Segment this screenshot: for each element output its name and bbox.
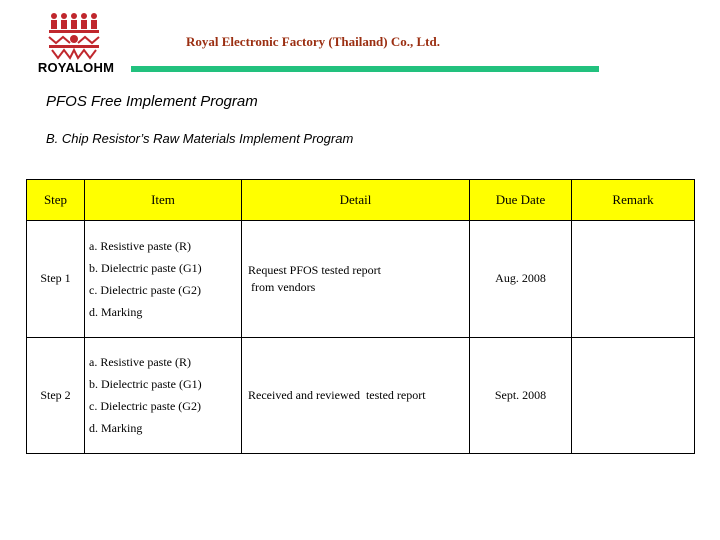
detail-line: Received and reviewed tested report	[248, 387, 426, 402]
table-row	[27, 337, 695, 454]
company-logo	[18, 10, 134, 78]
list-item: a. Resistive paste (R)	[89, 355, 191, 370]
items-cell	[85, 221, 242, 338]
list-item: c. Dielectric paste (G2)	[89, 399, 201, 414]
column-header-due-date: Due Date	[470, 180, 572, 221]
column-header-item: Item	[85, 180, 242, 221]
remark-cell	[572, 221, 695, 338]
due-date-cell: Sept. 2008	[470, 337, 572, 454]
column-header-step: Step	[27, 180, 85, 221]
list-item: d. Marking	[89, 421, 143, 436]
header-divider	[131, 66, 599, 72]
step-cell: Step 2	[27, 337, 85, 454]
column-header-remark: Remark	[572, 180, 695, 221]
list-item: b. Dielectric paste (G1)	[89, 377, 202, 392]
royalohm-emblem-icon	[18, 10, 134, 60]
list-item: c. Dielectric paste (G2)	[89, 282, 201, 297]
due-date-cell: Aug. 2008	[470, 221, 572, 338]
detail-line: Request PFOS tested report	[248, 262, 381, 277]
page-title: PFOS Free Implement Program	[46, 93, 258, 110]
table-row	[27, 221, 695, 338]
step-cell: Step 1	[27, 221, 85, 338]
detail-cell	[242, 221, 470, 338]
table-header-row	[27, 180, 695, 221]
implement-program-table	[26, 179, 695, 454]
column-header-detail: Detail	[242, 180, 470, 221]
list-item: d. Marking	[89, 304, 143, 319]
remark-cell	[572, 337, 695, 454]
detail-line: from vendors	[248, 279, 316, 294]
company-name: Royal Electronic Factory (Thailand) Co., Ltd.	[186, 34, 440, 49]
items-cell	[85, 337, 242, 454]
logo-wordmark: ROYALOHM	[37, 60, 115, 75]
detail-cell	[242, 337, 470, 454]
list-item: b. Dielectric paste (G1)	[89, 260, 202, 275]
section-subtitle: B. Chip Resistor’s Raw Materials Implement Program	[46, 131, 354, 146]
list-item: a. Resistive paste (R)	[89, 238, 191, 253]
